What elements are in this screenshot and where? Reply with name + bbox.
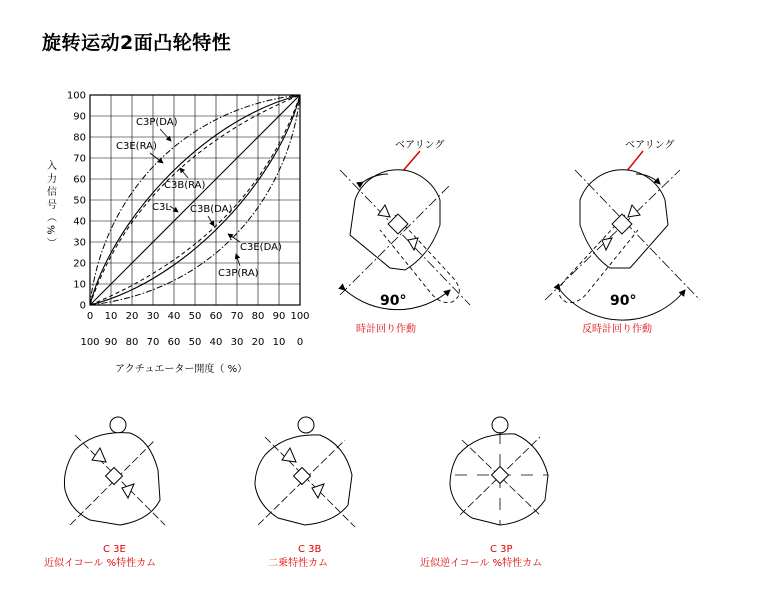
clockwise-label: 時計回り作動 [356, 324, 416, 335]
cam-c3p [420, 417, 548, 569]
x-tick-label: 10 [104, 311, 118, 322]
page-title: 旋转运动2面凸轮特性 [42, 32, 232, 54]
y-tick-label: 100 [66, 90, 86, 102]
x-tick-label-reverse: 60 [167, 337, 181, 348]
x-tick-label-reverse: 80 [125, 337, 139, 348]
x-tick-label: 60 [209, 311, 223, 322]
x-tick-label: 20 [125, 311, 139, 322]
x-tick-label-reverse: 10 [272, 337, 286, 348]
y-tick-label: 30 [73, 237, 86, 249]
chart-ylabel: 入力信号（%） [44, 160, 56, 251]
x-tick-label-reverse: 50 [188, 337, 202, 348]
cam-c3e-desc: 近似イコール %特性カム [44, 558, 157, 569]
counterclockwise-label: 反時計回り作動 [582, 324, 652, 335]
y-tick-label: 60 [73, 174, 86, 186]
label-c3e-da: C3E(DA) [240, 242, 282, 253]
label-c3p-ra: C3P(RA) [218, 268, 259, 279]
label-c3l: C3L [152, 202, 171, 213]
clockwise-diagram [340, 139, 470, 335]
x-tick-label-reverse: 0 [296, 337, 304, 348]
label-c3b-da: C3B(DA) [190, 204, 233, 215]
x-tick-label-reverse: 40 [209, 337, 223, 348]
x-tick-label-reverse: 90 [104, 337, 118, 348]
label-c3p-da: C3P(DA) [136, 117, 178, 128]
x-tick-label: 100 [290, 311, 310, 322]
x-tick-label: 30 [146, 311, 160, 322]
cam-c3e-code: C 3E [103, 544, 126, 555]
y-tick-label: 40 [73, 216, 86, 228]
y-tick-label: 90 [73, 111, 86, 123]
cam-c3e [44, 417, 165, 569]
cam-c3b-desc: 二乗特性カム [268, 558, 328, 569]
y-tick-label: 70 [73, 153, 86, 165]
chart-xlabel: アクチュエーター開度（ %） [115, 364, 248, 375]
label-c3e-ra: C3E(RA) [116, 141, 157, 152]
cam-c3b-code: C 3B [298, 544, 322, 555]
y-tick-label: 10 [73, 279, 86, 291]
x-tick-label: 70 [230, 311, 244, 322]
angle-label-left: 90° [380, 293, 407, 309]
cam-c3p-code: C 3P [490, 544, 513, 555]
counterclockwise-diagram [545, 139, 700, 335]
x-tick-label: 90 [272, 311, 286, 322]
x-tick-label: 40 [167, 311, 181, 322]
y-tick-label: 0 [79, 300, 86, 312]
label-c3b-ra: C3B(RA) [164, 180, 206, 191]
characteristic-chart [45, 91, 310, 376]
cam-c3p-desc: 近似逆イコール %特性カム [420, 558, 543, 569]
x-tick-label-reverse: 20 [251, 337, 265, 348]
x-tick-label-reverse: 30 [230, 337, 244, 348]
y-tick-label: 80 [73, 132, 86, 144]
x-tick-label: 0 [86, 311, 94, 322]
bearing-label-right: ベアリング [625, 140, 675, 151]
y-tick-label: 20 [73, 258, 86, 270]
x-tick-label: 50 [188, 311, 202, 322]
cam-c3b [255, 417, 355, 569]
x-tick-label-reverse: 70 [146, 337, 160, 348]
y-tick-label: 50 [73, 195, 86, 207]
x-tick-label: 80 [251, 311, 265, 322]
angle-label-right: 90° [610, 293, 637, 309]
x-tick-label-reverse: 100 [80, 337, 100, 348]
bearing-label-left: ベアリング [395, 140, 445, 151]
